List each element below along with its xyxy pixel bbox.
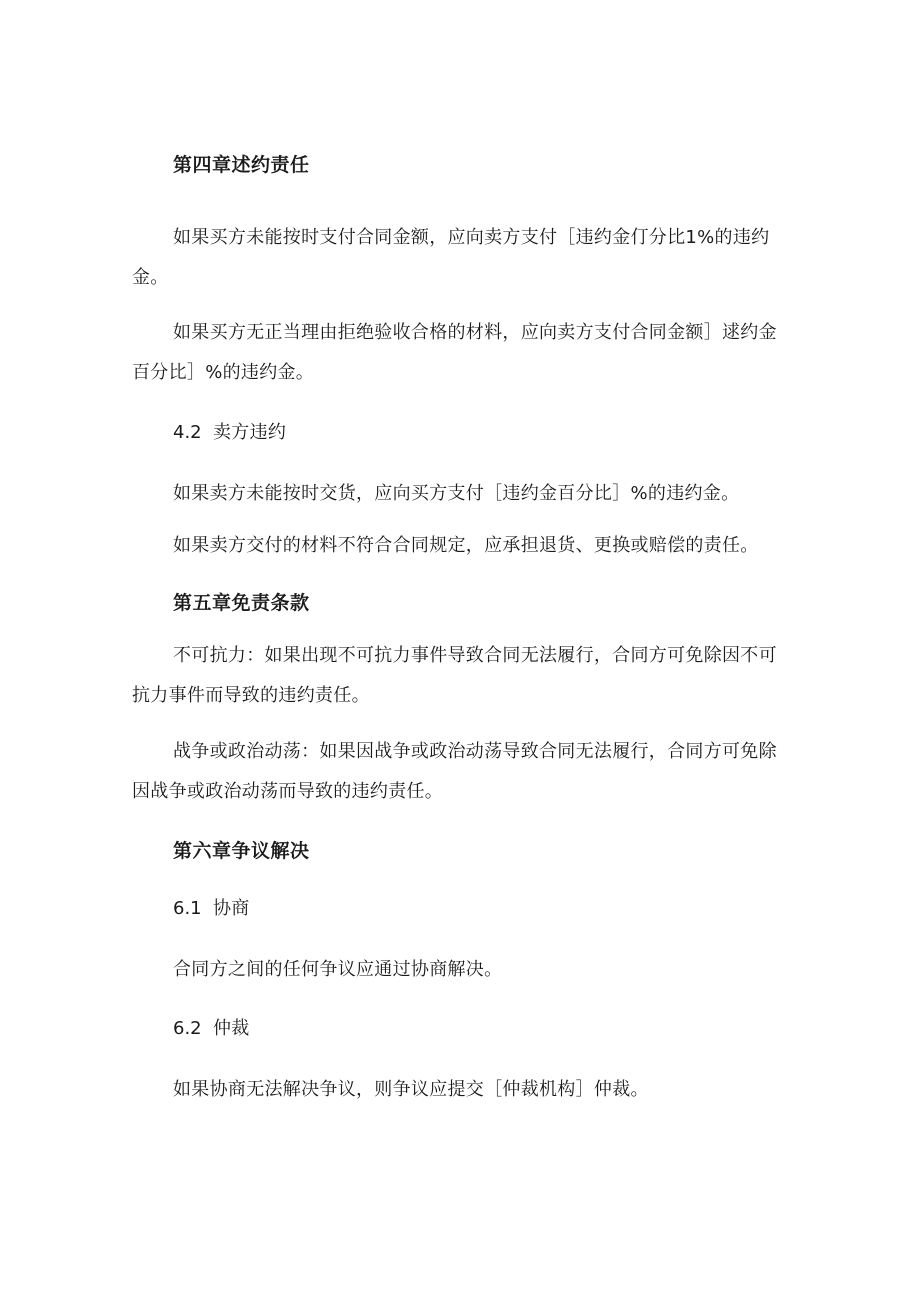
section-number: 4.2 <box>173 422 202 443</box>
chapter-5-title: 第五章免责条款 <box>173 592 310 614</box>
paragraph-buyer-refuse-acceptance: 如果买方无正当理由拒绝验收合格的材料，应向卖方支付合同金额］逑约金 <box>173 322 777 343</box>
paragraph-arbitration: 如果协商无法解决争议，则争议应提交［仲裁机构］仲裁。 <box>173 1079 649 1100</box>
section-6-1-heading <box>173 896 833 922</box>
section-4-2-heading <box>173 420 833 446</box>
section-number: 6.1 <box>173 898 202 919</box>
paragraph-buyer-refuse-acceptance-cont: 百分比］%的违约金。 <box>132 362 315 383</box>
chapter-4-title: 第四章述约责任 <box>173 154 310 176</box>
paragraph-force-majeure: 不可抗力：如果出现不可抗力事件导致合同无法履行，合同方可免除因不可 <box>173 645 777 666</box>
section-number: 6.2 <box>173 1018 202 1039</box>
paragraph-seller-nonconforming: 如果卖方交付的材料不符合合同规定，应承担退货、更换或赔偿的责任。 <box>173 535 759 556</box>
paragraph-buyer-late-payment: 如果买方未能按时支付合同金额，应向卖方支付［违约金仃分比1%的违约 <box>173 227 770 248</box>
section-title: 卖方违约 <box>213 422 287 443</box>
paragraph-war-unrest: 战争或政治动荡：如果因战争或政治动荡导致合同无法履行，合同方可免除 <box>173 741 777 762</box>
paragraph-buyer-late-payment-cont: 金。 <box>132 267 169 288</box>
section-6-2-heading <box>173 1016 833 1042</box>
chapter-6-title: 第六章争议解决 <box>173 840 310 862</box>
paragraph-force-majeure-cont: 抗力事件而导致的违约责任。 <box>132 685 370 706</box>
paragraph-negotiation: 合同方之间的任何争议应通过协商解决。 <box>173 959 503 980</box>
section-title: 仲裁 <box>213 1018 250 1039</box>
paragraph-seller-late-delivery: 如果卖方未能按时交货，应向买方支付［违约金百分比］%的违约金。 <box>173 483 740 504</box>
section-title: 协商 <box>213 898 250 919</box>
paragraph-war-unrest-cont: 因战争或政治动荡而导致的违约责任。 <box>132 781 444 802</box>
